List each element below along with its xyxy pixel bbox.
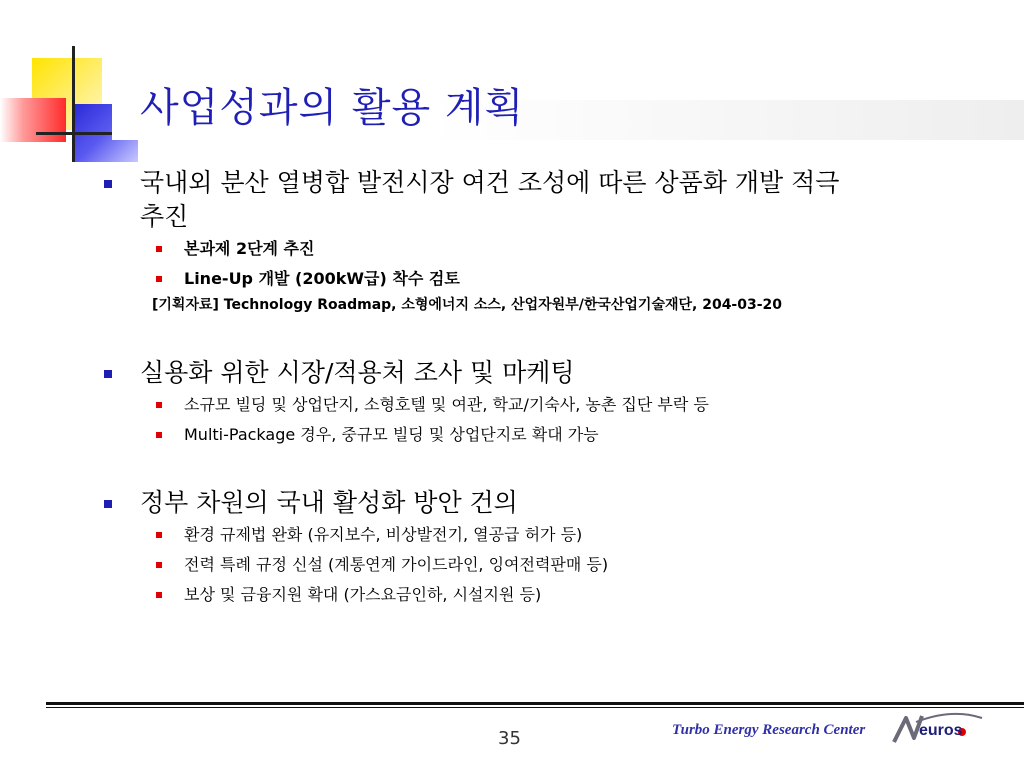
bullet-main-1-text: 국내외 분산 열병합 발전시장 여건 조성에 따른 상품화 개발 적극 [140,168,840,197]
logo-text: euros [919,722,963,739]
bullet-sub-2-2-text: Multi-Package 경우, 중규모 빌딩 및 상업단지로 확대 가능 [184,425,599,444]
bullet-sub-1-2-text: Line-Up 개발 (200kW급) 착수 검토 [184,269,460,288]
square-bullet-icon [156,402,162,408]
square-bullet-icon [156,276,162,282]
bullet-sub-2-1 [104,390,1004,420]
square-bullet-icon [156,592,162,598]
bullet-sub-3-1-text: 환경 규제법 완화 (유지보수, 비상발전기, 열공급 허가 등) [184,525,583,544]
bullet-sub-1-1 [104,234,1004,264]
bullet-sub-1-1-text: 본과제 2단계 추진 [184,239,315,258]
square-bullet-icon [104,500,112,508]
square-bullet-icon [156,246,162,252]
reference-note: [기획자료] Technology Roadmap, 소형에너지 소스, 산업자원부/한국산업기술재단, 204-03-20 [152,297,783,313]
decor-red-bar [0,98,66,142]
bullet-main-1-text-cont: 추진 [140,202,189,231]
footer-rule-thick [46,702,1024,705]
square-bullet-icon [104,370,112,378]
bullet-main-2 [104,356,1004,390]
footer-organization: Turbo Energy Research Center [672,722,866,738]
bullet-sub-2-1-text: 소규모 빌딩 및 상업단지, 소형호텔 및 여관, 학교/기숙사, 농촌 집단 부락 등 [184,395,709,414]
bullet-sub-2-2 [104,420,1004,450]
square-bullet-icon [156,532,162,538]
bullet-sub-3-2 [104,550,1004,580]
bullet-sub-3-1 [104,520,1004,550]
bullet-main-1 [104,166,1004,234]
bullet-main-2-text: 실용화 위한 시장/적용처 조사 및 마케팅 [140,358,575,387]
bullet-sub-3-3 [104,580,1004,610]
bullet-main-3-text: 정부 차원의 국내 활성화 방안 건의 [140,488,518,517]
bullet-main-3 [104,486,1004,520]
bullet-sub-3-2-text: 전력 특례 규정 신설 (계통연계 가이드라인, 잉여전력판매 등) [184,555,609,574]
slide-content [104,166,1004,610]
slide-title: 사업성과의 활용 계획 [140,85,525,131]
page-number: 35 [498,728,521,749]
square-bullet-icon [156,562,162,568]
bullet-sub-1-2 [104,264,1004,294]
corner-decoration [0,0,140,170]
bullet-sub-3-3-text: 보상 및 금융지원 확대 (가스요금인하, 시설지원 등) [184,585,542,604]
footer-rule-thin [46,707,1024,708]
decor-vertical-line [72,46,75,162]
square-bullet-icon [156,432,162,438]
square-bullet-icon [104,180,112,188]
